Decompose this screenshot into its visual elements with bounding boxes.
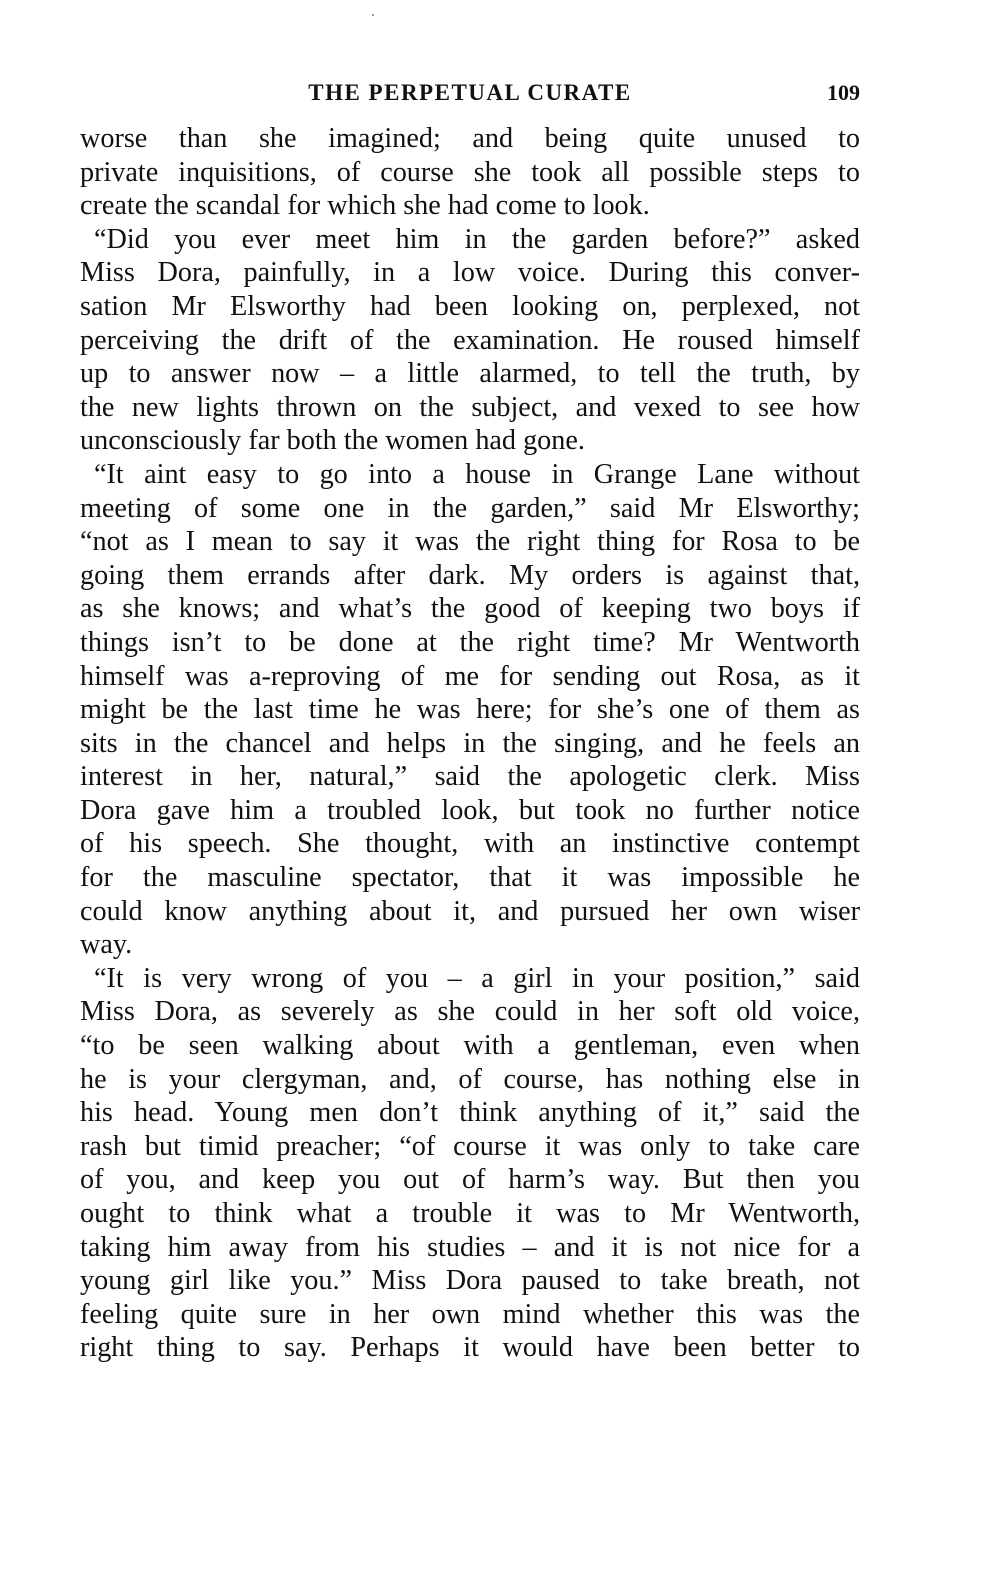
text-line: perceiving the drift of the examination. He roused himself [80,324,860,356]
text-line: unconsciously far both the women had gone. [80,425,585,457]
text-line: feeling quite sure in her own mind whether this was the [80,1298,860,1330]
text-line: sation Mr Elsworthy had been looking on, perplexed, not [80,290,860,322]
text-line: up to answer now – a little alarmed, to tell the truth, by [80,358,860,390]
text-line: “It aint easy to go into a house in Grange Lane without [94,458,860,490]
book-page [80,78,860,1365]
text-line: private inquisitions, of course she took all possible steps to [80,156,860,188]
text-line: of you, and keep you out of harm’s way. But then you [80,1164,860,1196]
text-line: as she knows; and what’s the good of keeping two boys if [80,593,860,625]
running-title: THE PERPETUAL CURATE [308,80,632,105]
text-line: “not as I mean to say it was the right thing for Rosa to be [80,526,860,558]
text-line: himself was a-reproving of me for sending out Rosa, as it [80,660,860,692]
text-line: the new lights thrown on the subject, and vexed to see how [80,391,860,423]
text-line: his head. Young men don’t think anything of it,” said the [80,1097,860,1129]
text-line: “to be seen walking about with a gentleman, even when [80,1030,860,1062]
text-line: way. [80,929,133,961]
text-line: young girl like you.” Miss Dora paused to take breath, not [80,1265,860,1297]
text-line: ought to think what a trouble it was to Mr Wentworth, [80,1198,860,1229]
text-line: create the scandal for which she had come to look. [80,190,650,222]
text-line: Dora gave him a troubled look, but took no further notice [80,794,860,826]
scan-speck [372,14,374,16]
text-line: for the masculine spectator, that it was impossible he [80,862,860,894]
text-line: he is your clergyman, and, of course, has nothing else in [80,1063,860,1095]
text-line: “It is very wrong of you – a girl in your position,” said [94,962,860,994]
text-line: worse than she imagined; and being quite unused to [80,123,860,154]
text-line: Miss Dora, painfully, in a low voice. During this conver- [80,257,860,289]
text-line: might be the last time he was here; for she’s one of them as [80,694,860,726]
text-line: of his speech. She thought, with an instinctive contempt [80,828,860,860]
text-line: could know anything about it, and pursued her own wiser [80,895,860,927]
text-line: “Did you ever meet him in the garden before?” asked [94,223,860,255]
text-line: Miss Dora, as severely as she could in her soft old voice, [80,996,860,1028]
text-line: meeting of some one in the garden,” said Mr Elsworthy; [80,492,860,524]
page-number: 109 [827,80,860,105]
text-line: sits in the chancel and helps in the singing, and he feels an [80,727,860,759]
text-line: right thing to say. Perhaps it would have been better to [80,1332,860,1364]
text-line: things isn’t to be done at the right time? Mr Wentworth [80,626,860,658]
running-header [80,78,860,114]
text-line: going them errands after dark. My orders is against that, [80,559,860,591]
text-line: rash but timid preacher; “of course it was only to take care [80,1130,860,1162]
body-text [80,122,860,1365]
text-line: taking him away from his studies – and it is not nice for a [80,1231,860,1263]
text-line: interest in her, natural,” said the apologetic clerk. Miss [80,761,860,793]
